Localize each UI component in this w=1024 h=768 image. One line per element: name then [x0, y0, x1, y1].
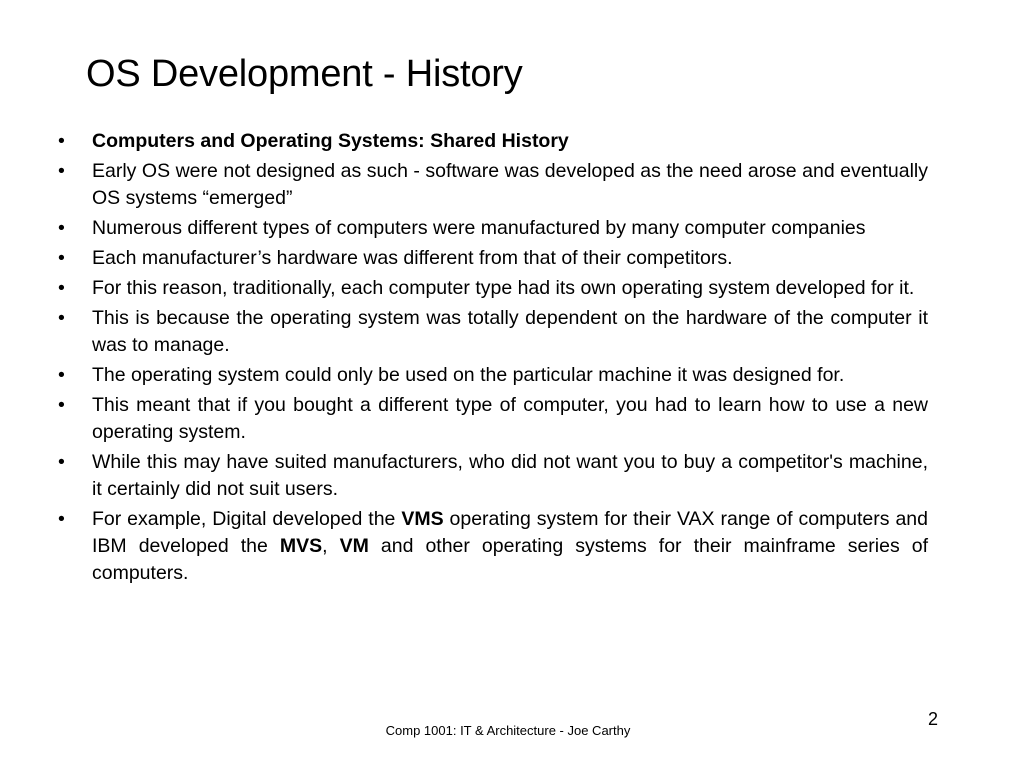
- bullet-mark: •: [58, 364, 65, 386]
- bullet-text: [92, 362, 928, 389]
- bullet-item: [56, 245, 928, 272]
- bullet-text-run: For example, Digital developed the: [92, 508, 402, 530]
- bullet-text-run: and other operating systems for their mainframe series of computers.: [92, 535, 929, 584]
- bullet-text: [92, 128, 928, 155]
- bullet-text: [92, 305, 928, 359]
- bullet-text-bold: VM: [339, 535, 369, 557]
- bullet-item: [56, 392, 928, 446]
- bullet-mark: •: [58, 394, 65, 416]
- bullet-mark: •: [58, 277, 65, 299]
- slide-footer: Comp 1001: IT & Architecture - Joe Carthy: [385, 723, 631, 738]
- bullet-mark: •: [58, 217, 65, 239]
- bullet-text-run: Numerous different types of computers were manufactured by many computer companies: [92, 217, 866, 239]
- bullet-mark: •: [58, 508, 65, 530]
- bullet-text-bold: MVS: [279, 535, 323, 557]
- slide-title: OS Development - History: [86, 53, 523, 95]
- bullet-list: [56, 128, 928, 590]
- bullet-item: [56, 506, 928, 587]
- bullet-text-run: ,: [322, 535, 340, 557]
- bullet-text-run: Each manufacturer’s hardware was different from that of their competitors.: [92, 247, 733, 269]
- page-number: 2: [927, 709, 938, 729]
- bullet-text-bold: Computers and Operating Systems: Shared History: [92, 130, 569, 152]
- bullet-text-run: The operating system could only be used on the particular machine it was designed for.: [92, 364, 845, 386]
- bullet-item: [56, 128, 928, 155]
- bullet-text: [92, 245, 928, 272]
- bullet-mark: •: [58, 160, 65, 182]
- bullet-text: [92, 506, 928, 587]
- bullet-item: [56, 305, 928, 359]
- bullet-mark: •: [58, 247, 65, 269]
- bullet-mark: •: [58, 451, 65, 473]
- bullet-text: [92, 275, 928, 302]
- bullet-item: [56, 449, 928, 503]
- bullet-item: [56, 215, 928, 242]
- bullet-text: [92, 449, 928, 503]
- bullet-text: [92, 215, 928, 242]
- bullet-item: [56, 158, 928, 212]
- bullet-text: [92, 392, 928, 446]
- bullet-text-run: This is because the operating system was totally dependent on the hardware of the computer it was to manage.: [92, 307, 928, 356]
- bullet-text-run: This meant that if you bought a different type of computer, you had to learn how to use a new operating system.: [92, 394, 928, 443]
- bullet-text-run: operating system for their VAX range of computers and IBM developed the: [92, 508, 928, 557]
- bullet-text-run: While this may have suited manufacturers, who did not want you to buy a competitor's machine, it certainly did not suit users.: [92, 451, 928, 500]
- bullet-mark: •: [58, 307, 65, 329]
- bullet-item: [56, 362, 928, 389]
- bullet-text-bold: VMS: [401, 508, 444, 530]
- bullet-mark: •: [58, 130, 65, 152]
- bullet-item: [56, 275, 928, 302]
- bullet-text-run: Early OS were not designed as such - software was developed as the need arose and eventually OS systems “emerged”: [92, 160, 928, 209]
- bullet-text-run: For this reason, traditionally, each computer type had its own operating system developed for it.: [92, 277, 915, 299]
- bullet-text: [92, 158, 928, 212]
